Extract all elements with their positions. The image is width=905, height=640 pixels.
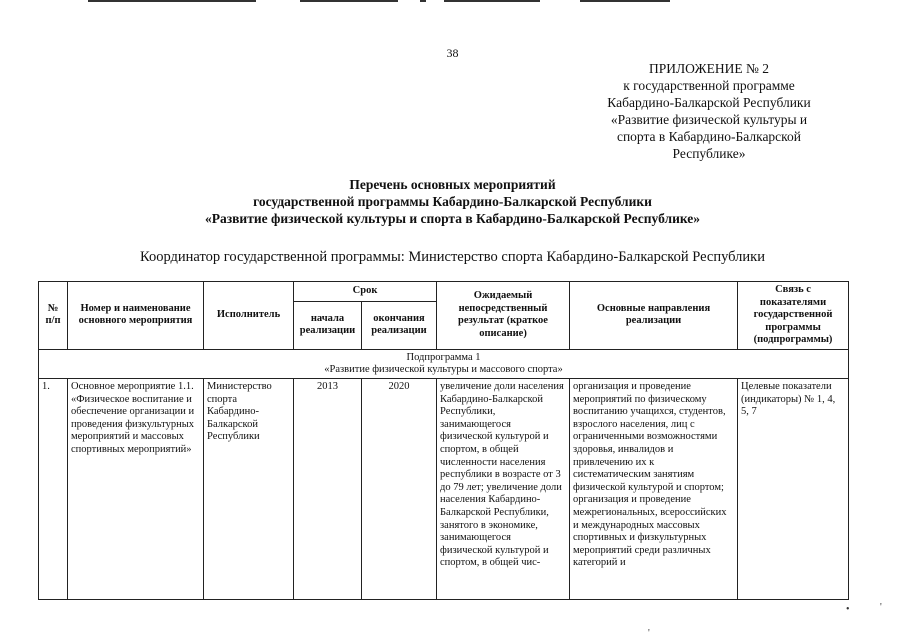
scan-speck: ' xyxy=(880,602,882,613)
scan-artifact-line xyxy=(580,0,670,2)
appendix-line: Республике» xyxy=(672,146,746,161)
cell-executor xyxy=(204,378,294,599)
cell-start-text: 2013 xyxy=(317,380,338,392)
appendix-line: Кабардино-Балкарской Республики xyxy=(607,95,811,110)
header-num: № п/п xyxy=(39,282,68,350)
cell-num xyxy=(39,378,68,599)
header-directions: Основные направления реализации xyxy=(570,282,738,350)
appendix-line: ПРИЛОЖЕНИЕ № 2 xyxy=(648,61,770,76)
scan-artifact-line xyxy=(300,0,398,2)
header-start: начала реализации xyxy=(294,301,362,349)
cell-name xyxy=(68,378,204,599)
header-term: Срок xyxy=(294,282,437,302)
cell-link-text: Целевые показатели (индикаторы) № 1, 4, 5, 7 xyxy=(741,380,836,418)
subprogram-row xyxy=(39,349,849,378)
cell-link xyxy=(738,378,849,599)
appendix-line: спорта в Кабардино-Балкарской xyxy=(616,129,802,144)
subprogram-title: «Развитие физической культуры и массового спорта» xyxy=(324,363,563,375)
activities-table xyxy=(38,281,849,600)
cell-end-text: 2020 xyxy=(388,380,410,392)
subprogram-number: Подпрограмма 1 xyxy=(406,351,481,363)
title-line: «Развитие физической культуры и спорта в Кабардино-Балкарской Республике» xyxy=(204,211,701,226)
cell-directions xyxy=(570,378,738,599)
coordinator-line: Координатор государственной программы: Министерство спорта Кабардино-Балкарской Республики xyxy=(140,249,765,265)
table-row xyxy=(39,378,849,599)
scan-speck: ' xyxy=(648,628,650,639)
cell-name-text: Основное мероприятие 1.1. «Физическое воспитание и обеспечение организации и проведения физкультурных мероприятий и массовых спортивных мероприятий» xyxy=(71,380,195,455)
appendix-line: к государственной программе xyxy=(623,78,795,93)
cell-result xyxy=(437,378,570,599)
appendix-header xyxy=(579,60,839,162)
header-link: Связь с показателями государственной программы (подпрограммы) xyxy=(738,282,849,350)
scan-artifact-line xyxy=(444,0,540,2)
scan-artifact-line xyxy=(88,0,256,2)
header-result: Ожидаемый непосредственный результат (краткое описание) xyxy=(437,282,570,350)
cell-executor-text: Министерство спорта Кабардино-Балкарской Республики xyxy=(207,380,272,443)
appendix-line: «Развитие физической культуры и xyxy=(610,112,808,127)
table-header-row xyxy=(39,282,849,302)
header-name: Номер и наименование основного мероприятия xyxy=(68,282,204,350)
scan-speck: • xyxy=(846,604,850,615)
cell-end xyxy=(362,378,437,599)
header-executor: Исполнитель xyxy=(204,282,294,350)
page-number: 38 xyxy=(446,46,459,60)
scan-artifact-line xyxy=(420,0,426,2)
subprogram-cell xyxy=(39,349,849,378)
title-line: Перечень основных мероприятий xyxy=(349,177,556,192)
cell-start xyxy=(294,378,362,599)
document-title xyxy=(0,176,905,227)
cell-num-text: 1. xyxy=(42,380,50,392)
cell-result-text: увеличение доли населения Кабардино-Балкарской Республики, занимающегося физической культурой и спортом, в общей численности населения республики в возрасте от 3 до 79 лет; увеличение доли населения Кабардино-Балкарской Республики, занятого в экономике, занимающегося физической культурой и спортом, в общей чис- xyxy=(440,380,564,569)
title-line: государственной программы Кабардино-Балкарской Республики xyxy=(253,194,652,209)
cell-directions-text: организация и проведение мероприятий по физическому воспитанию учащихся, студентов, взрослого населения, лиц с ограниченными возможностями здоровья, инвалидов и привлечению их к систематическим занятиям физической культурой и спортом; организация и проведение межрегиональных, всероссийских и международных массовых спортивных и физкультурных мероприятий среди различных категорий и xyxy=(573,380,727,569)
header-end: окончания реализации xyxy=(362,301,437,349)
